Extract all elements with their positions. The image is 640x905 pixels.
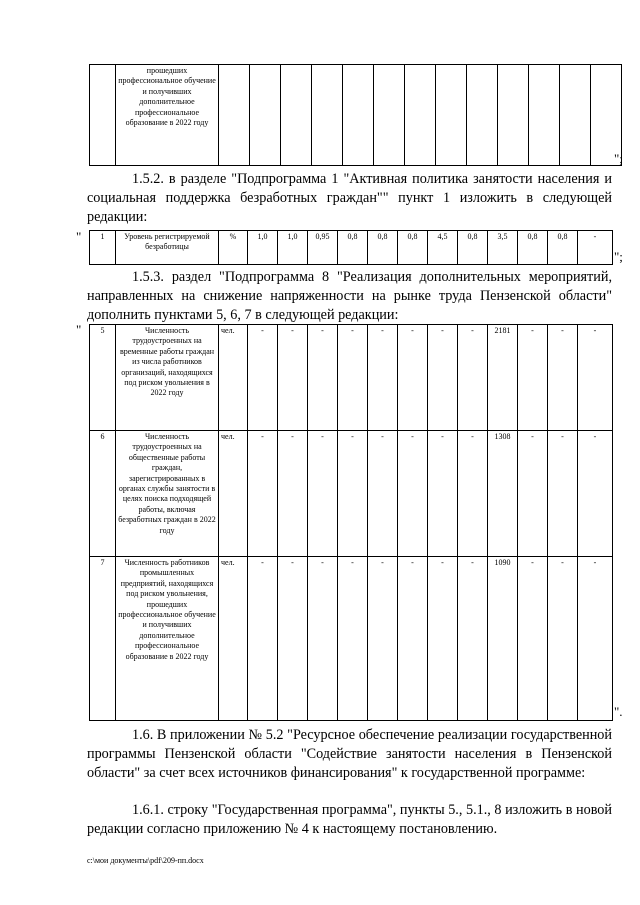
- indicator-name-cell: Численность работников промышленных предприятий, находящихся под риском увольнения, прошедших профессиональное обучение и получивших дополнительное профессиональное образование в 2022 году: [116, 557, 219, 721]
- value-cell: 3,5: [488, 231, 518, 265]
- value-cell: 1308: [488, 431, 518, 557]
- opening-quote: ": [76, 322, 82, 337]
- value-cell: 0,8: [548, 231, 578, 265]
- value-cell: -: [578, 231, 613, 265]
- value-cell: -: [308, 557, 338, 721]
- table-row: [90, 557, 613, 721]
- value-cell: 4,5: [428, 231, 458, 265]
- value-cell: -: [308, 431, 338, 557]
- value-cell: 0,8: [458, 231, 488, 265]
- value-cell: -: [458, 325, 488, 431]
- value-cell: [560, 65, 591, 166]
- value-cell: -: [248, 557, 278, 721]
- value-cell: -: [518, 431, 548, 557]
- row-number-cell: 6: [90, 431, 116, 557]
- value-cell: [250, 65, 281, 166]
- value-cell: [436, 65, 467, 166]
- value-cell: -: [278, 557, 308, 721]
- unit-cell: чел.: [219, 431, 248, 557]
- value-cell: -: [548, 557, 578, 721]
- paragraph-1-5-2: 1.5.2. в разделе "Подпрограмма 1 "Активная политика занятости населения и социальная поддержка безработных граждан"" пункт 1 изложить в следующей редакции:: [87, 171, 612, 225]
- table-row: [90, 325, 613, 431]
- value-cell: [281, 65, 312, 166]
- closing-quote: ";: [614, 151, 623, 166]
- value-cell: -: [458, 557, 488, 721]
- value-cell: -: [458, 431, 488, 557]
- value-cell: 0,8: [368, 231, 398, 265]
- closing-quote: ".: [614, 704, 623, 719]
- unit-cell: чел.: [219, 557, 248, 721]
- footer-file-path: c:\мои документы\pdf\209-пп.docx: [87, 856, 204, 865]
- continued-table: [89, 64, 622, 166]
- value-cell: -: [578, 431, 613, 557]
- row-number-cell: 7: [90, 557, 116, 721]
- paragraph-1-5-3: 1.5.3. раздел "Подпрограмма 8 "Реализация дополнительных мероприятий, направленных на снижение напряженности на рынке труда Пензенской области" дополнить пунктами 5, 6, 7 в следующей редакции:: [87, 269, 612, 323]
- indicator-name-cell: Численность трудоустроенных на общественные работы граждан, зарегистрированных в органах службы занятости в целях поиска подходящей работы, включая безработных граждан в 2022 году: [116, 431, 219, 557]
- value-cell: [467, 65, 498, 166]
- value-cell: -: [368, 431, 398, 557]
- value-cell: -: [338, 557, 368, 721]
- value-cell: -: [398, 431, 428, 557]
- value-cell: -: [578, 325, 613, 431]
- value-cell: -: [248, 431, 278, 557]
- value-cell: -: [278, 431, 308, 557]
- value-cell: -: [278, 325, 308, 431]
- table-cell: [90, 65, 116, 166]
- table-row: [90, 231, 613, 265]
- closing-quote: ";: [614, 249, 623, 264]
- indicator-name-cell: прошедших профессиональное обучение и получивших дополнительное профессиональное образование в 2022 году: [116, 65, 219, 166]
- value-cell: [374, 65, 405, 166]
- value-cell: -: [338, 325, 368, 431]
- value-cell: -: [428, 431, 458, 557]
- value-cell: 0,95: [308, 231, 338, 265]
- value-cell: -: [308, 325, 338, 431]
- value-cell: 1090: [488, 557, 518, 721]
- value-cell: -: [248, 325, 278, 431]
- value-cell: -: [428, 325, 458, 431]
- value-cell: 0,8: [518, 231, 548, 265]
- value-cell: -: [518, 325, 548, 431]
- table-row: [90, 65, 622, 166]
- value-cell: [219, 65, 250, 166]
- row-number-cell: 5: [90, 325, 116, 431]
- value-cell: -: [548, 325, 578, 431]
- row-number-cell: 1: [90, 231, 116, 265]
- value-cell: -: [368, 557, 398, 721]
- value-cell: -: [398, 557, 428, 721]
- paragraph-1-6: 1.6. В приложении № 5.2 "Ресурсное обеспечение реализации государственной программы Пензенской области "Содействие занятости населения в Пензенской области" за счет всех источников финансирования" к государственной программе:: [87, 727, 612, 781]
- value-cell: -: [338, 431, 368, 557]
- value-cell: [312, 65, 343, 166]
- value-cell: -: [578, 557, 613, 721]
- indicator-table-2: [89, 324, 613, 721]
- value-cell: 1,0: [248, 231, 278, 265]
- value-cell: -: [548, 431, 578, 557]
- value-cell: 2181: [488, 325, 518, 431]
- value-cell: [498, 65, 529, 166]
- value-cell: 1,0: [278, 231, 308, 265]
- value-cell: 0,8: [338, 231, 368, 265]
- value-cell: -: [368, 325, 398, 431]
- value-cell: 0,8: [398, 231, 428, 265]
- indicator-name-cell: Численность трудоустроенных на временные работы граждан из числа работников организаций, находящихся под риском увольнения в 2022 году: [116, 325, 219, 431]
- paragraph-1-6-1: 1.6.1. строку "Государственная программа", пункты 5., 5.1., 8 изложить в новой редакции согласно приложению № 4 к настоящему постановлению.: [87, 802, 612, 837]
- unit-cell: чел.: [219, 325, 248, 431]
- value-cell: [405, 65, 436, 166]
- table-row: [90, 431, 613, 557]
- value-cell: [343, 65, 374, 166]
- value-cell: -: [398, 325, 428, 431]
- unit-cell: %: [219, 231, 248, 265]
- opening-quote: ": [76, 229, 82, 244]
- indicator-table-1: [89, 230, 613, 265]
- value-cell: [529, 65, 560, 166]
- value-cell: -: [428, 557, 458, 721]
- value-cell: -: [518, 557, 548, 721]
- indicator-name-cell: Уровень регистрируемой безработицы: [116, 231, 219, 265]
